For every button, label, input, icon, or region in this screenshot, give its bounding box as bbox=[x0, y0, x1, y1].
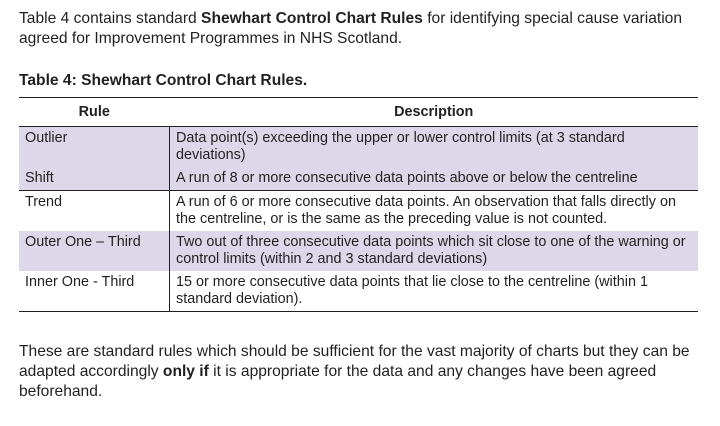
table-row-outer-one-third bbox=[19, 231, 698, 271]
rule-cell: Outer One – Third bbox=[19, 231, 170, 271]
rules-table bbox=[19, 97, 698, 312]
description-cell: Data point(s) exceeding the upper or lower control limits (at 3 standard deviations) bbox=[170, 127, 699, 168]
rule-cell: Shift bbox=[19, 167, 170, 191]
rule-cell: Inner One - Third bbox=[19, 271, 170, 312]
intro-text-end: for identifying special cause variation agreed for Improvement Programmes in NHS Scotland. bbox=[19, 10, 683, 47]
outro-text-end: it is appropriate for the data and any changes have been agreed beforehand. bbox=[19, 363, 657, 400]
description-cell: A run of 8 or more consecutive data points above or below the centreline bbox=[170, 167, 699, 191]
outro-text-start: These are standard rules which should be sufficient for the vast majority of charts but they can be adapted accordingly bbox=[19, 343, 690, 380]
table-row-outlier bbox=[19, 127, 698, 168]
rule-cell: Outlier bbox=[19, 127, 170, 168]
intro-paragraph bbox=[19, 9, 709, 49]
header-description: Description bbox=[170, 98, 699, 127]
closing-paragraph bbox=[19, 342, 709, 402]
table-header-row bbox=[19, 98, 698, 127]
description-cell: 15 or more consecutive data points that lie close to the centreline (within 1 standard deviation). bbox=[170, 271, 699, 312]
table-caption: Table 4: Shewhart Control Chart Rules. bbox=[19, 72, 308, 89]
table-row-shift bbox=[19, 167, 698, 191]
outro-bold-term: only if bbox=[162, 363, 209, 380]
header-rule: Rule bbox=[19, 98, 170, 127]
table-row-trend bbox=[19, 191, 698, 232]
rule-cell: Trend bbox=[25, 194, 63, 210]
intro-bold-term: Shewhart Control Chart Rules bbox=[201, 10, 423, 27]
description-cell: A run of 6 or more consecutive data points. An observation that falls directly on the centreline, or is the same as the preceding value is not counted. bbox=[170, 191, 699, 232]
intro-text-start: Table 4 contains standard bbox=[19, 10, 202, 27]
description-cell: Two out of three consecutive data points which sit close to one of the warning or control limits (within 2 and 3 standard deviations) bbox=[170, 231, 699, 271]
table-row-inner-one-third bbox=[19, 271, 698, 312]
